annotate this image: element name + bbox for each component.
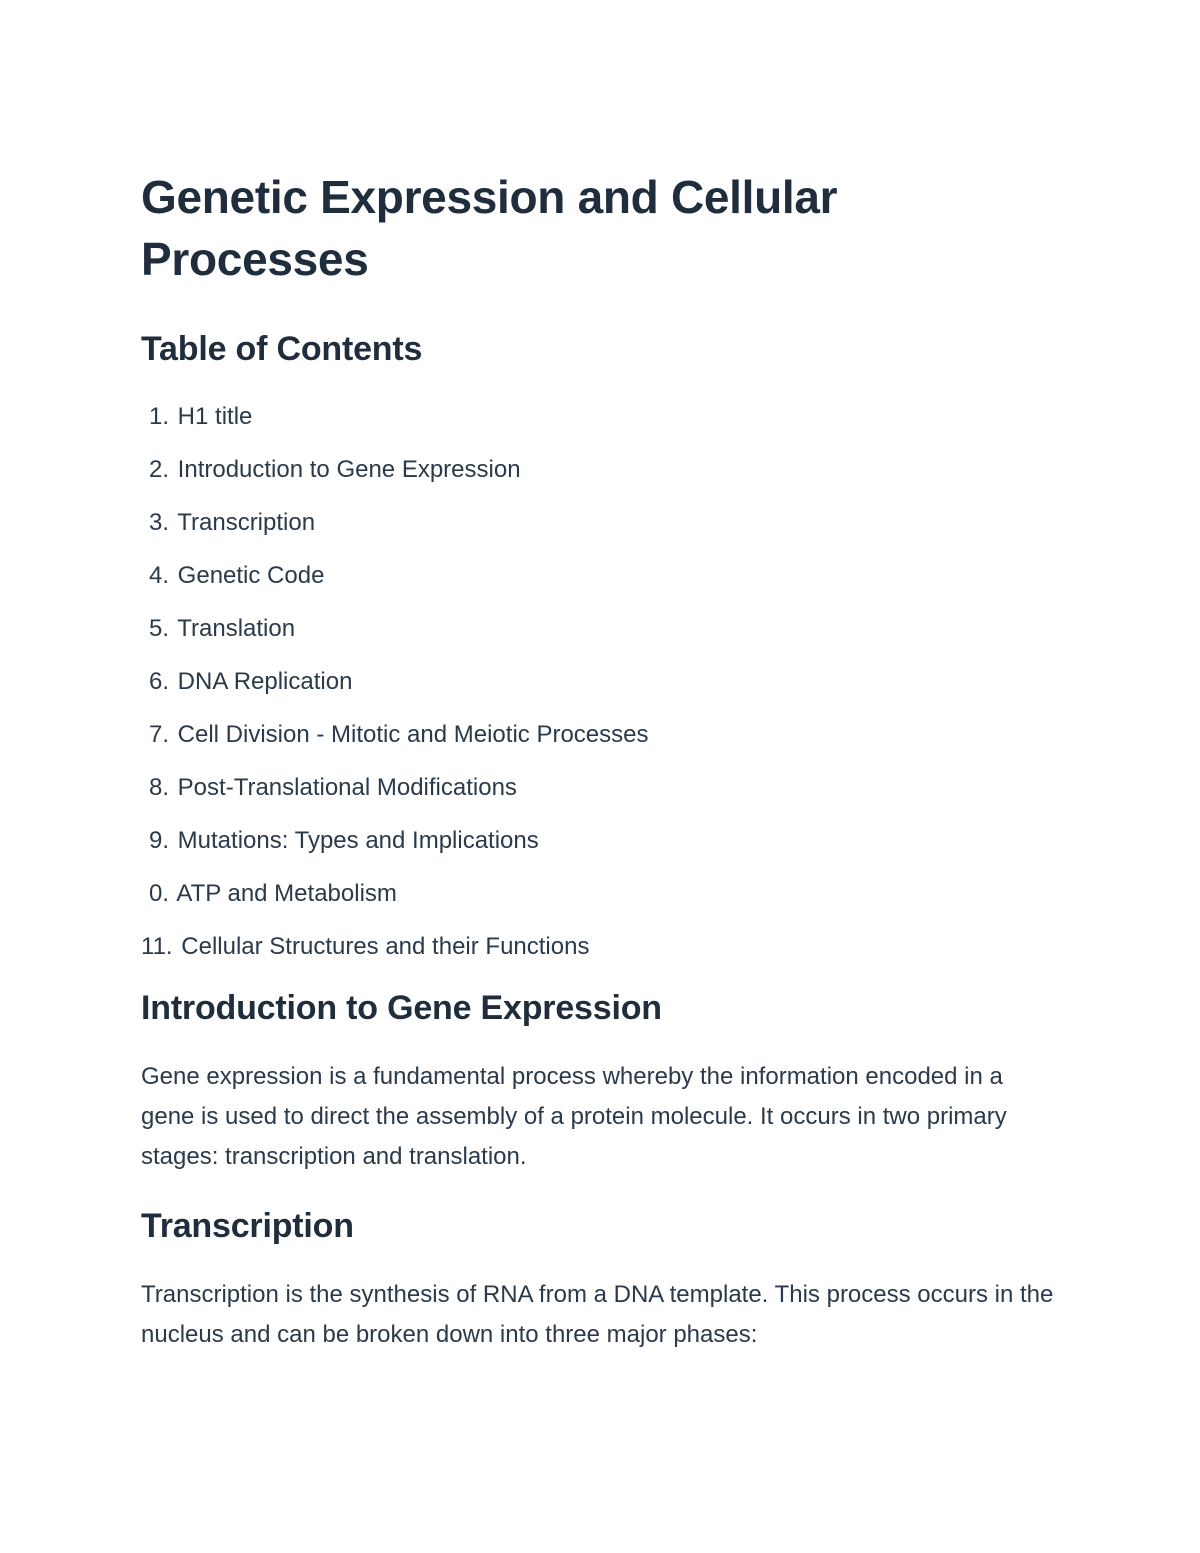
toc-item-label: Introduction to Gene Expression bbox=[177, 456, 521, 483]
section-heading-introduction: Introduction to Gene Expression bbox=[141, 989, 662, 1027]
document-title: Genetic Expression and Cellular Processes bbox=[141, 171, 838, 285]
toc-item-number: 1. bbox=[148, 403, 169, 430]
toc-item-label: Mutations: Types and Implications bbox=[177, 827, 539, 854]
toc-heading: Table of Contents bbox=[141, 330, 423, 368]
toc-item-label: ATP and Metabolism bbox=[176, 880, 397, 907]
toc-item-number: 6. bbox=[148, 668, 169, 695]
toc-item-label: Translation bbox=[177, 615, 296, 642]
toc-item-label: Post-Translational Modifications bbox=[177, 774, 517, 801]
toc-item-number: 5. bbox=[148, 615, 169, 642]
section-body-transcription: Transcription is the synthesis of RNA from a DNA template. This process occurs in the nucleus and can be broken down into three major phases: bbox=[141, 1281, 1054, 1348]
toc-item-label: Genetic Code bbox=[177, 562, 325, 589]
toc-item bbox=[141, 932, 1060, 962]
toc-item-number: 4. bbox=[148, 562, 169, 589]
toc-list bbox=[141, 402, 1060, 962]
toc-item-number: 0. bbox=[148, 880, 169, 907]
toc-item bbox=[141, 614, 1060, 644]
toc-item bbox=[141, 720, 1060, 750]
toc-item bbox=[141, 402, 1060, 432]
toc-item-label: DNA Replication bbox=[177, 668, 353, 695]
toc-item bbox=[141, 879, 1060, 909]
toc-item-number: 7. bbox=[148, 721, 169, 748]
toc-item bbox=[141, 455, 1060, 485]
toc-item-label: Cellular Structures and their Functions bbox=[181, 933, 590, 960]
section-heading-transcription: Transcription bbox=[141, 1207, 354, 1245]
toc-item-label: Transcription bbox=[177, 509, 316, 536]
toc-item-label: H1 title bbox=[177, 403, 253, 430]
toc-item-label: Cell Division - Mitotic and Meiotic Processes bbox=[177, 721, 649, 748]
section-body-introduction: Gene expression is a fundamental process whereby the information encoded in a gene is used to direct the assembly of a protein molecule. It occurs in two primary stages: transcription and translation. bbox=[141, 1063, 1007, 1170]
toc-item bbox=[141, 561, 1060, 591]
toc-item bbox=[141, 667, 1060, 697]
toc-item-number: 3. bbox=[148, 509, 169, 536]
toc-item bbox=[141, 773, 1060, 803]
toc-item-number: 11. bbox=[141, 933, 173, 960]
toc-item-number: 2. bbox=[148, 456, 169, 483]
toc-item-number: 8. bbox=[148, 774, 169, 801]
toc-item-number: 9. bbox=[148, 827, 169, 854]
toc-item bbox=[141, 508, 1060, 538]
toc-item bbox=[141, 826, 1060, 856]
